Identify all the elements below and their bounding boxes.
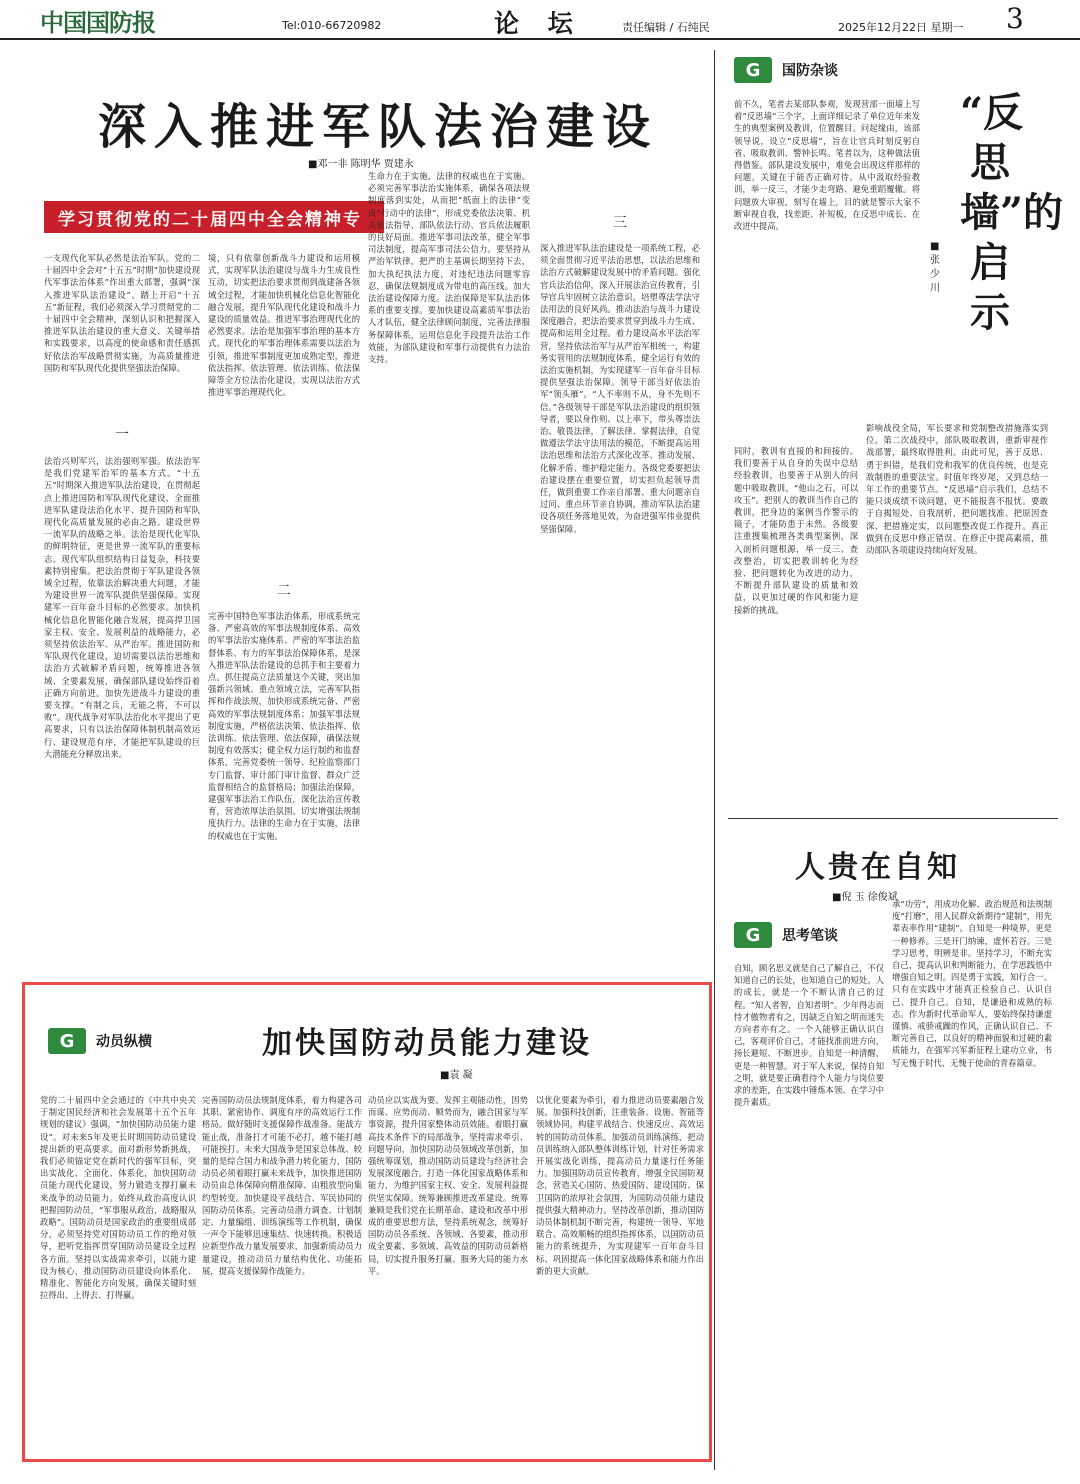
essay1-col1: 前不久，笔者去某部队参观，发现营部一面墙上写着“反思墙”三个字，上面详细记录了单位近年来发生的典型案例及教训，位置醒目。问起缘由，该部领导说，设立“反思墙”，旨在让官兵时刻反躬自省、吸取教训、警钟长鸣。笔者以为，这种做法值得借鉴。部队建设发展中，难免会出现这样那样的问题，关键在于能否正确对待。从中汲取经验教训，举一反三，才能少走弯路、避免重蹈覆辙。将问题放大审视，刻写在墙上，目的就是警示大家不断审视自我，找差距、补短板，在反思中成长、在改进中提高。: [734, 99, 920, 232]
main-col1-intro: 一支现代化军队必然是法治军队。党的二十届四中全会对“十五五”时期“加快建设现代军事法治体系”作出重大部署，强调“深入推进军队法治建设”。踏上开启“十五五”新征程，我们必须深入学习贯彻党的二十届四中全会精神，深刻认识和把握深入推进军队法治建设的重大意义、关键举措和实践要求，以高度的使命感和责任感抓好依法治军战略贯彻实施，为高质量推进国防和军队现代化提供坚强法治保障。: [44, 253, 200, 373]
essay1-tag: [734, 55, 838, 85]
topic-banner: 学习贯彻党的二十届四中全会精神专论: [44, 201, 384, 233]
main-col1-body: 法治兴则军兴，法治强则军强。依法治军是我们党建军治军的基本方式。“十五五”时期深入推进军队法治建设，在贯彻起点上推进国防和军队现代化建设、全面推进军队建设法治化水平、提升国防和军队现代化高质量发展的必由之路。建设世界一流军队的战略之举。法治是现代化军队的鲜明特征，更是世界一流军队的重要标志。现代军队组织结构日益复杂，科技要素特别密集。把法治贯彻于军队建设各领域全过程，依靠法治解决重大问题，才能为建设世界一流军队提供坚强保障。实现建军一百年奋斗目标的必然要求。加快机械化信息化智能化融合发展，提高捍卫国家主权、安全、发展利益的战略能力，必须坚持依法治军、从严治军。推进国防和军队现代化建设，迫切需要以法治思维和法治方式破解矛盾问题，统筹推进各领域、全要素发展，确保部队建设始终沿着正确方向前进。加快先进战斗力建设的重要支撑。“有制之兵，无能之将，不可以败”。现代战争对军队法治化水平提出了更高要求，只有以法治保障体制机制高效运行、建设规范有序，才能把军队建设的巨大潜能充分释放出来。: [44, 456, 200, 759]
essay2-tag: [734, 920, 838, 950]
masthead: [0, 0, 1080, 40]
mobilization-tag: [48, 1026, 152, 1056]
mobilization-col2: 完善国防动员法规制度体系，着力构建各司其职、紧密协作、调度有序的高效运行工作格局。做好随时支援保障作战准备。能战方能止战，准备打才可能不必打，越不能打越可能挨打。未来大国战争是国家总体战、较量的是综合国力和战争潜力转化能力，国防动员必须着眼打赢未来战争，加快推进国防动员由总体保障向精准保障、由粗放型向集约型转变。加快建设平战结合、军民协同的国防动员体系，完善动员潜力调查、计划制定、力量编组、训练演练等工作机制，确保一声令下能够迅速集结、快速转换。积极适应新型作战力量发展要求，加强新质动员力量建设，推动动员力量结构优化、功能拓展，提高支援保障作战能力。: [202, 1095, 362, 1276]
main-col2-top: 境，只有依靠创新战斗力建设和运用模式，实现军队法治建设与战斗力生成良性互动，切实把法治要求贯彻到战建备各领域全过程，才能加快机械化信息化智能化融合发展，提升军队现代化建设和战斗力建设的质量效益。推进军事治理现代化的必然要求。法治是加强军事治理的基本方式。现代化的军事治理体系需要以法治为引领，推进军事制度更加成熟定型，推进依法指挥、依法管理、依法训练、依法保障等全方位法治化建设，实现以法治方式推进军事治理现代化。: [208, 253, 360, 398]
main-headline: 深入推进军队法治建设: [98, 99, 659, 155]
essay1-tag-label: 国防杂谈: [782, 63, 838, 79]
essay2-col2: 承“功劳”，用成功化解、政治规范和法规制度“打磨”，用人民群众新期待“建制”，用先辈表率作用“建制”。自知是一种境界，更是一种修养。三是开门纳谏，虚怀若谷。三是学习思考，明辨是非。坚持学习，不断充实自己，提高认识和判断能力，在学思践悟中增强自知之明。四是勇于实践，知行合一。只有在实践中才能真正检验自己、认识自己、提升自己。自知，是谦逊和成熟的标志。作为新时代革命军人，要始终保持谦虚谨慎、戒骄戒躁的作风，正确认识自己、不断完善自己，以良好的精神面貌和过硬的素质能力，在强军兴军新征程上建功立业，书写无愧于时代、无愧于使命的青春篇章。: [892, 899, 1052, 1068]
essay2-col1: 自知，顾名思义就是自己了解自己，不仅知道自己的长处，也知道自己的短处。人的成长，就是一个不断认清自己的过程。“知人者智，自知者明”。少年得志而恃才傲物者有之，因缺乏自知之明而迷失方向者亦有之。一个人能够正确认识自己，客观评价自己，才能找准前进方向，扬长避短、不断进步。自知是一种清醒，更是一种智慧。对于军人来说，保持自知之明，就是要正确看待个人能力与岗位要求的差距，在实践中锤炼本领、在学习中提升素质。: [734, 963, 884, 1108]
main-byline: ■邓一非 陈明华 贾建永: [308, 159, 414, 170]
essay2-extra: [734, 1463, 736, 1465]
issue-date: 2025年12月22日 星期一: [838, 21, 964, 34]
page-number: 3: [1006, 2, 1024, 35]
g-badge-icon: G: [734, 922, 772, 948]
section-number-2: 二: [277, 583, 291, 599]
main-col3: 生命力在于实施，法律的权威也在于实施。必须完善军事法治实施体系，确保各项法规制度落到实处，从而把“纸面上的法律”变成“行动中的法律”，形成党委依法决策、机关依法指导、部队依法行动、官兵依法履职的良好局面。推进军事司法改革，健全军事司法制度，提高军事司法公信力。要坚持从严治军铁律，把严的主基调长期坚持下去，加大执纪执法力度，对违纪违法问题零容忍，确保法规制度成为带电的高压线。加大法治建设保障力度。法治保障是军队法治体系的重要支撑。要加快建设高素质军事法治人才队伍，健全法律顾问制度，完善法律服务保障体系，运用信息化手段提升法治工作效能，为部队建设和军事行动提供有力法治支持。: [368, 171, 530, 365]
mobilization-col3: 动员应以实战为要。发挥主观能动性，因势而谋、应势而动、顺势而为，融合国家与军事资源，提升国家整体动员效能。着眼打赢高技术条件下的局部战争，坚持需求牵引、问题导向，加快国防动员领域改革创新，加强统筹谋划，推动国防动员建设与经济社会发展深度融合。打造一体化国家战略体系和能力，为维护国家主权、安全、发展利益提供坚实保障。统筹兼顾推进改革建设。统筹兼顾是我们党在长期革命、建设和改革中形成的重要思想方法，坚持系统观念，统筹好国防动员各系统、各领域、各要素，推动形成全要素、多领域、高效益的国防动员新格局，切实提升服务打赢、服务大局的能力水平。: [368, 1095, 528, 1276]
editor-credit: 责任编辑 / 石纯民: [622, 21, 710, 34]
essay1-headline: “反思墙”的启示: [960, 89, 1064, 336]
main-col4: 深入推进军队法治建设是一项系统工程，必须全面贯彻习近平法治思想，以法治思维和法治方式破解建设发展中的矛盾问题。强化官兵法治信仰，深入开展法治宣传教育，引导官兵牢固树立法治意识，培塑尊法学法守法用法的良好风尚。推动法治与战斗力建设深度融合，把法治要求贯穿到战斗力生成、提高和运用全过程。着力建设高水平法治军营，坚持依法治军与从严治军相统一，构建务实管用的法规制度体系，健全运行有效的法治实施机制，为实现建军一百年奋斗目标提供坚强法治保障。领导干部当好依法治军“领头雁”。“人不率则不从，身不先则不信。”各级领导干部是军队法治建设的组织领导者，要以身作则、以上率下，带头尊崇法治、敬畏法律，了解法律、掌握法律，自觉做遵法学法守法用法的模范，不断提高运用法治思维和法治方式深化改革、推动发展、化解矛盾、维护稳定能力。各级党委要把法治建设摆在重要位置，切实担负起领导责任，做到重要工作亲自部署、重大问题亲自过问、重点环节亲自协调，推动军队法治建设各项任务落地见效，为奋进强军伟业提供坚强保障。: [540, 243, 700, 534]
essay-divider: [728, 818, 1058, 819]
essay1-col3: 影响战役全局，军长要求和党制整改措施落实到位。第二次战役中，部队吸取教训，重新审视作战部署，最终取得胜利。由此可见，善于反思、勇于纠错，是我们党和我军的优良传统，也是克敌制胜的重要法宝。时值年终岁尾，又到总结一年工作的重要节点。“反思墙”启示我们，总结不能只谈成绩不谈问题，更不能报喜不报忧。要敢于自揭短处、自我剖析，把问题找准、把原因查深、把措施定实，以问题整改促工作提升。真正做到在反思中修正错误、在修正中提高素质，推动部队各项建设持续向好发展。: [866, 423, 1048, 556]
essay1-author: ■张少川: [930, 241, 940, 294]
mobilization-byline: ■袁 凝: [440, 1070, 473, 1081]
mobilization-col4: 以优化要素为牵引，着力推进动员要素融合发展。加强科技创新，注重装备、设施、智能等领域协同，构建平战结合、快速反应、高效运转的国防动员体系。加强动员训练演练，把动员训练纳入部队整体训练计划，针对任务需求开展实战化训练，提高动员力量遂行任务能力。加强国防动员宣传教育，增强全民国防观念，营造关心国防、热爱国防、建设国防、保卫国防的浓厚社会氛围，为国防动员能力建设提供强大精神动力。坚持改革创新，推动国防动员体制机制不断完善，构建统一领导、军地联合、高效顺畅的组织指挥体系，以国防动员能力的系统提升，为实现建军一百年奋斗目标、巩固提高一体化国家战略体系和能力作出新的更大贡献。: [536, 1095, 704, 1276]
section-title: 论 坛: [494, 9, 583, 38]
essay2-tag-label: 思考笔谈: [782, 928, 838, 944]
newspaper-logo: 中国国防报: [40, 8, 155, 37]
mobilization-headline: 加快国防动员能力建设: [262, 1026, 592, 1061]
telephone: Tel:010-66720982: [282, 19, 382, 32]
mobilization-col1: 党的二十届四中全会通过的《中共中央关于制定国民经济和社会发展第十五个五年规划的建议》强调，“加快国防动员能力建设”。对未来5年及更长时期国防动员建设提出新的更高要求。面对新形势新挑战，我们必须锚定党在新时代的强军目标，突出实战化、全面化、体系化，加快国防动员能力现代化建设，努力锻造支撑打赢未来战争的动员能力。始终从政治高度认识把握国防动员，“军事服从政治，战略服从政略”。国防动员是国家政治的重要组成部分，必须坚持党对国防动员工作的绝对领导，把听党指挥贯穿国防动员建设全过程各方面。坚持以实战需求牵引，以能力建设为核心，推动国防动员建设向体系化、精准化、智能化方向发展，确保关键时刻拉得出、上得去、打得赢。: [40, 1095, 196, 1301]
essay2-headline: 人贵在自知: [795, 850, 960, 885]
g-badge-icon: G: [734, 57, 772, 83]
column-divider: [714, 50, 715, 1470]
essay2-author: ■倪 玉 徐俊斌: [832, 892, 898, 903]
section-number-1: 一: [115, 427, 129, 443]
main-col2-body: 完善中国特色军事法治体系，形成系统完备、严密高效的军事法规制度体系、高效的军事法治实施体系、严密的军事法治监督体系、有力的军事法治保障体系，是深入推进军队法治建设的总抓手和主要着力点。抓住提高立法质量这个关键，突出加强新兴领域、重点领域立法，完善军队指挥和作战法规，加快形成系统完备、严密高效的军事法规制度体系；加强军事法规制度实施，严格依法决策、依法指挥、依法训练、依法管理、依法保障，确保法规制度有效落实；健全权力运行制约和监督体系，完善党委统一领导、纪检监察部门专门监督、审计部门审计监督、群众广泛监督相结合的监督格局；加强法治保障，建强军事法治工作队伍，深化法治宣传教育，营造浓厚法治氛围。切实增强法规制度执行力。法律的生命力在于实施，法律的权威也在于实施。: [208, 611, 360, 841]
section-number-3: 三: [613, 215, 627, 231]
mobilization-tag-label: 动员纵横: [96, 1034, 152, 1050]
g-badge-icon: G: [48, 1028, 86, 1054]
essay2-hidden: [734, 1465, 735, 1466]
essay1-col2: 同时，教训有直接的和间接的。我们要善于从自身的失误中总结经验教训，也要善于从别人的问题中吸取教训。“他山之石，可以攻玉”。把别人的教训当作自己的教训，把身边的案例当作警示的镜子，才能防患于未然。各级要注重搜集梳理各类典型案例，深入剖析问题根源，举一反三、查改整治，切实把教训转化为经验、把问题转化为改进的动力，不断提升部队建设的质量和效益，以更加过硬的作风和能力迎接新的挑战。: [734, 446, 858, 615]
